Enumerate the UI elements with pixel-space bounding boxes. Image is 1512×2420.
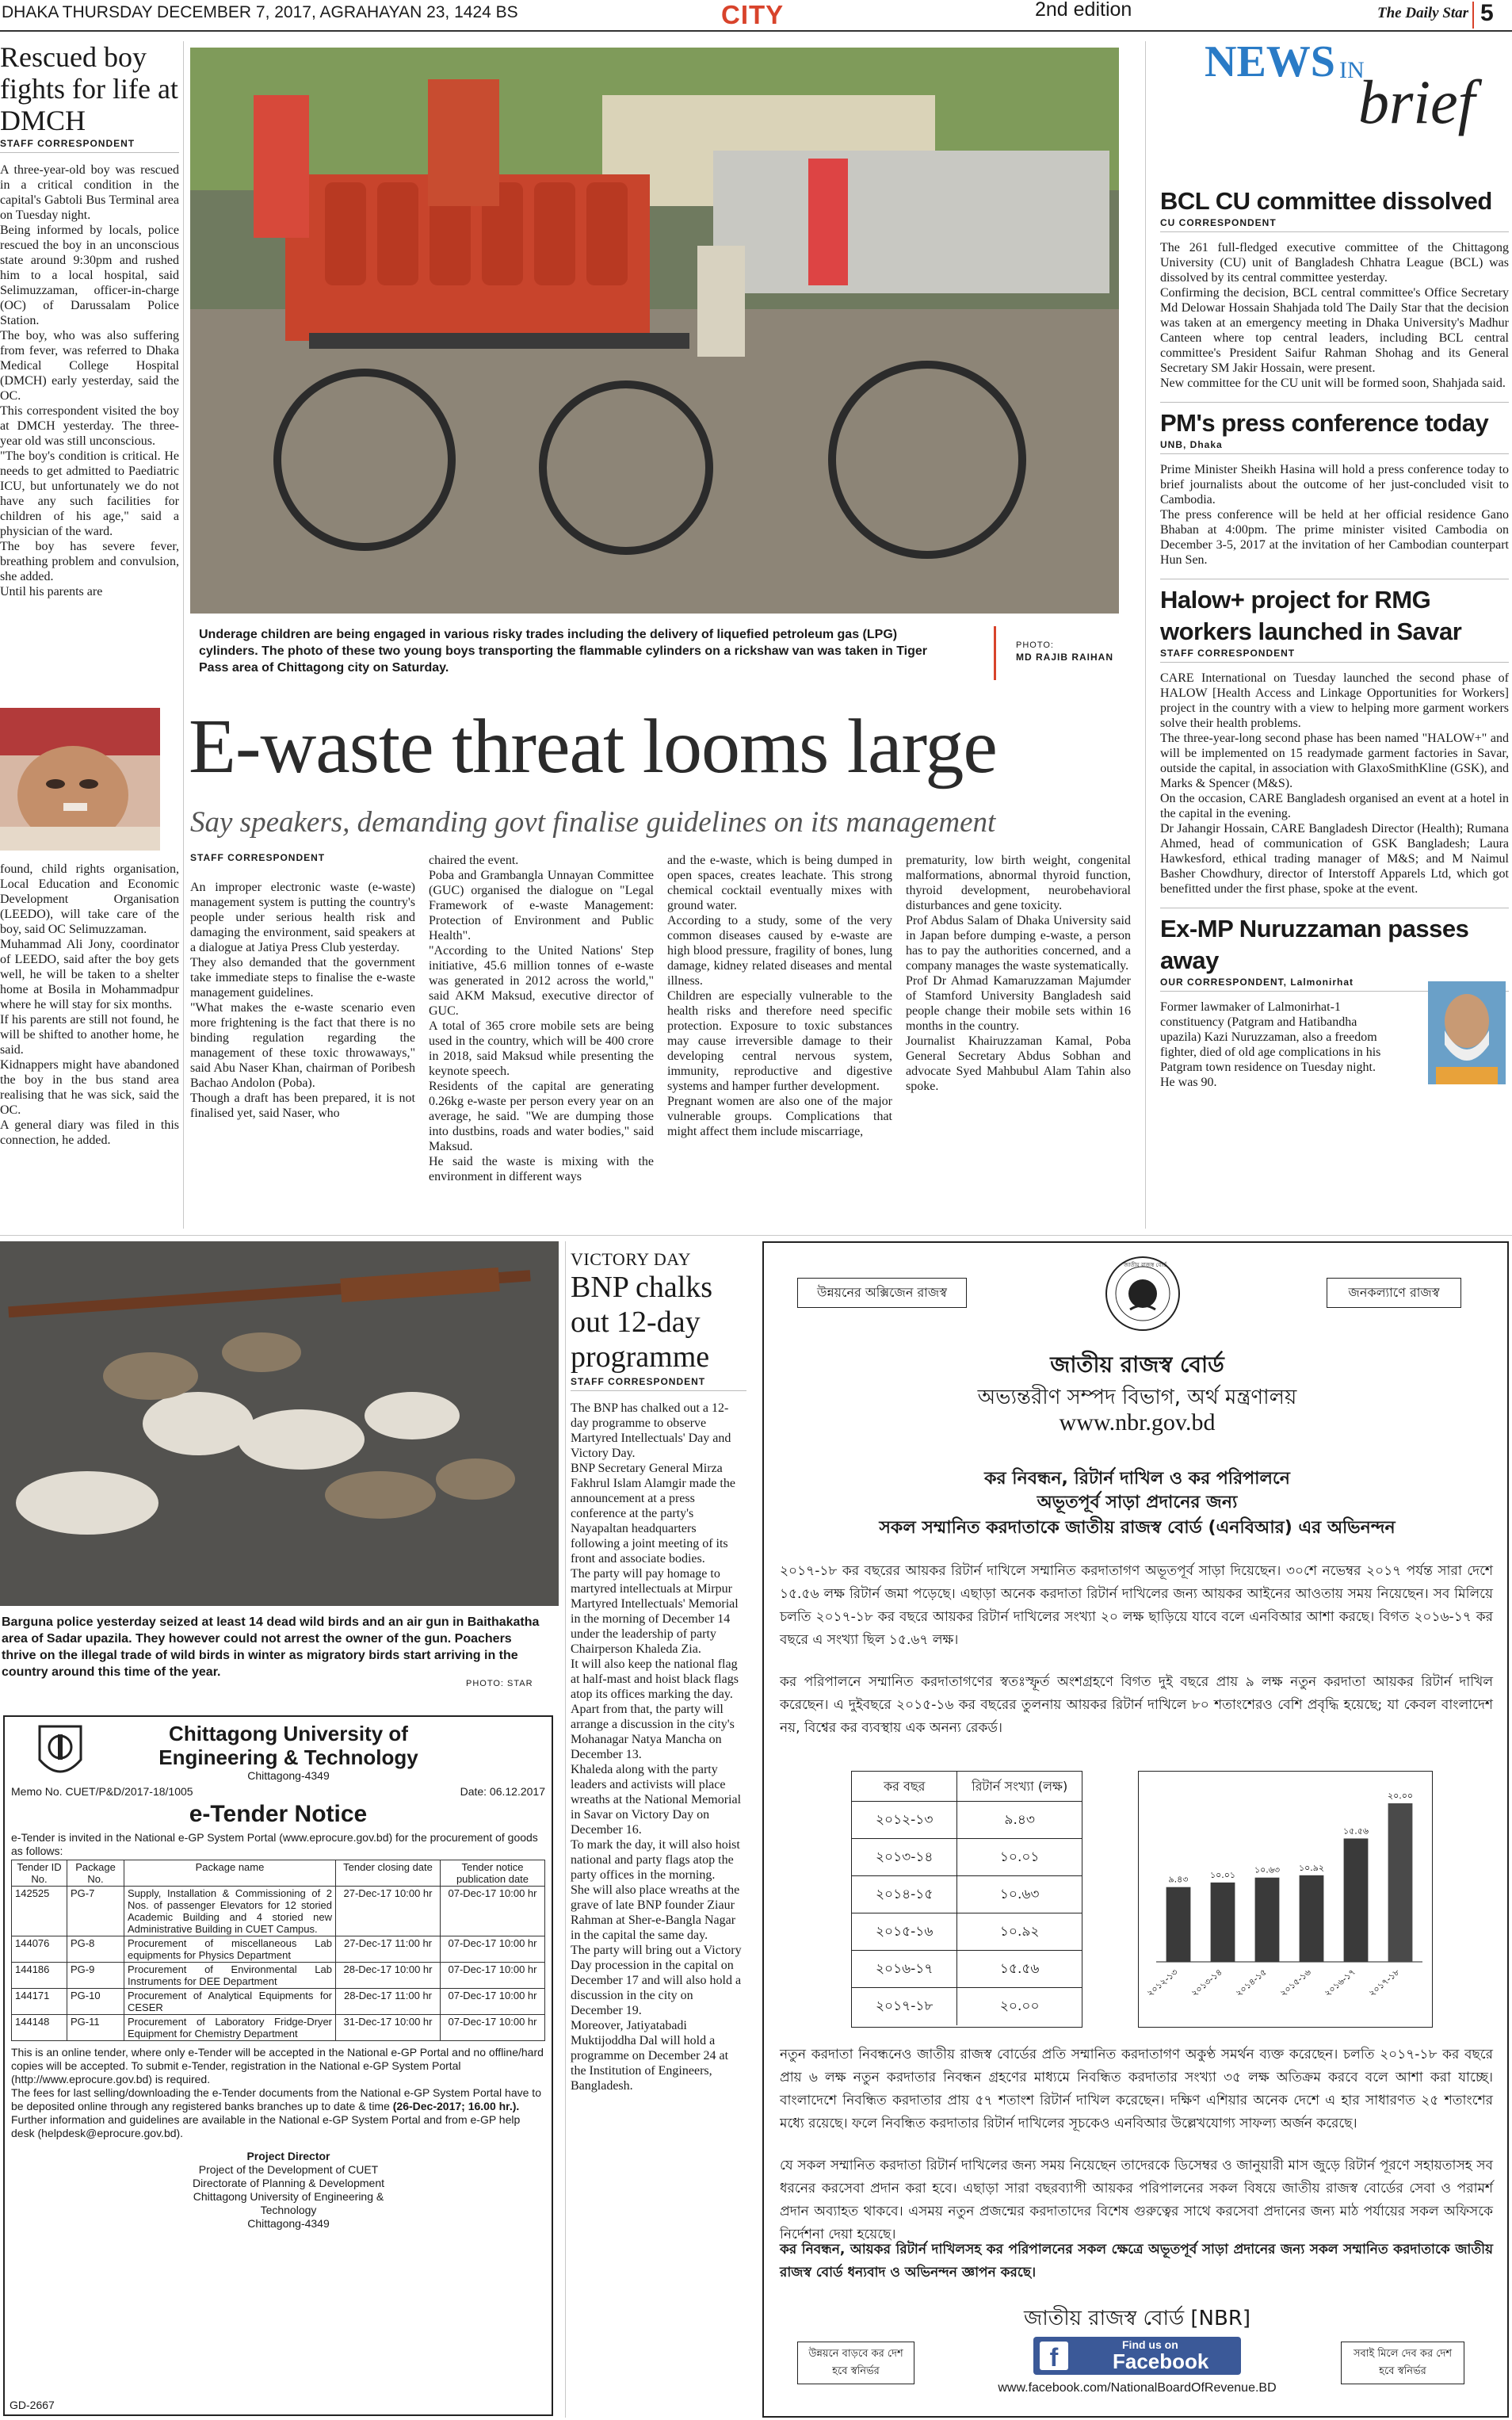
nbr-stats-table (851, 1771, 1082, 2028)
column-divider (183, 41, 184, 1229)
nbr-website: www.nbr.gov.bd (1059, 1409, 1216, 1436)
table-row (12, 1989, 545, 2015)
page-number: 5 (1480, 0, 1494, 26)
photo-credit-name: MD RAJIB RAIHAN (1016, 652, 1113, 663)
section-divider (0, 1235, 1512, 1236)
boy-photo (0, 708, 160, 851)
stats-header-cell: কর বছর (852, 1772, 957, 1801)
column-header: Tender ID No. (12, 1860, 67, 1887)
tender-memo: Memo No. CUET/P&D/2017-18/1005 (11, 1785, 193, 1798)
chart-tick-label: ২০১৬-১৭ (1322, 1967, 1357, 1999)
lead-photo (190, 48, 1119, 614)
table-cell: Procurement of Laboratory Fridge-Dryer Equipment for Chemistry Department (124, 2015, 336, 2041)
table-cell: PG-10 (67, 1989, 124, 2015)
stats-cell: ১৫.৫৬ (999, 1961, 1040, 1977)
story-bnp (571, 1249, 746, 2093)
story-dmch (0, 41, 179, 1229)
table-cell: PG-11 (67, 2015, 124, 2041)
chart-tick-label: ২০১২-১৩ (1144, 1967, 1180, 1999)
section-label: CITY (721, 0, 785, 29)
stats-cell: ১০.৯২ (999, 1924, 1040, 1940)
table-cell: 144186 (12, 1963, 67, 1989)
nib-label-in: IN (1339, 57, 1365, 83)
dmch-headline: Rescued boy fights for life at DMCH (0, 41, 178, 136)
table-cell: 07-Dec-17 10:00 hr (441, 1963, 545, 1989)
nbr-org: জাতীয় রাজস্ব বোর্ড (1050, 1351, 1224, 1378)
facebook-badge[interactable] (1033, 2337, 1241, 2375)
nbr-footer-right: সবাই মিলে দেব কর দেশ হবে স্বনির্ভর (1341, 2342, 1464, 2384)
chart-data-label: ২০.০০ (1387, 1791, 1414, 1801)
table-cell: Supply, Installation & Commissioning of 2 Nos. of passenger Elevators for 12 storied Academic Building and 4 storied new Administrative Building in CUET Campus. (124, 1887, 336, 1936)
signature-line: Project of the Development of CUET (198, 2163, 379, 2176)
dmch-body-top: A three-year-old boy was rescued in a critical condition in the capital's Gabtoli Bus Terminal area on Tuesday night. Being informed by locals, police rescued the boy in an unconscious state around 9:30pm and rushed him to a local hospital, said Selimuzzaman, officer-in-charge (OC) of Darussalam Police Station. The boy, who was also suffering from fever, was referred to Dhaka Medical College Hospital (DMCH) early yesterday, said the OC. This correspondent visited the boy at DMCH yesterday. The three-year old was still unconscious. "The boy's condition is critical. He needs to get admitted to Paediatric ICU, but unfortunately we do not have any such facilities for children of his age," said a physician of the ward. The boy has severe fever, breathing problem and convulsion, she added. Until his parents are (0, 163, 179, 598)
chart-bar (1300, 1875, 1324, 1962)
stats-header-row (852, 1772, 1082, 1802)
tender-title: e-Tender Notice (189, 1801, 368, 1827)
stats-cell: ২০১৭-১৮ (852, 1988, 957, 2025)
stats-row (852, 1951, 1082, 1988)
facebook-icon: f (1040, 2342, 1068, 2370)
nuruzzaman-photo (1428, 981, 1506, 1084)
table-cell: Procurement of Analytical Equipments for CESER (124, 1989, 336, 2015)
page-number-divider (1472, 2, 1474, 29)
masthead (0, 0, 1512, 32)
nib-label-news: NEWS (1205, 37, 1335, 86)
ewaste-col2: chaired the event. Poba and Grambangla Unnayan Committee (GUC) organised the dialogue on "Legal Framework of e-waste Management: Protection of Environment and Public Health". "According to the United Nations' Step initiative, 45.6 million tonnes of e-waste was generated in 2012 across the world," said AKM Maksud, executive director of GUC. A total of 365 crore mobile sets are being used in the country, which will be 400 crore in 2018, said Maksud while presenting the keynote speech. Residents of the capital are generating 0.26kg e-waste per person every year on an average, he said. "We are dumping those into dustbins, roads and water bodies," said Maksud. He said the waste is mixing with the environment in different ways (429, 854, 654, 1183)
chart-tick-label: ২০১৩-১৪ (1189, 1967, 1224, 1999)
ewaste-col3: and the e-waste, which is being dumped in open spaces, creates leachate. This strong chemical cocktail eventually mixes with ground water. According to a study, some of the very common diseases caused by e-waste are high blood pressure, fragility of bones, lung damage, kidney related diseases and mental illness. Children are especially vulnerable to the health risks and therefore need specific protection. Exposure to toxic substances may cause irreversible damage to their developing central nervous system, immunity, reproductive and digestive systems and hamper further development. Pregnant women are also one of the major vulnerable groups. Complications that might affect them include miscarriage, (667, 854, 892, 1138)
brief-title: PM's press conference today (1160, 409, 1489, 437)
table-cell: 07-Dec-17 10:00 hr (441, 1887, 545, 1936)
nbr-paragraph: ২০১৭-১৮ কর বছরের আয়কর রিটার্ন দাখিলে সম্মানিত করদাতাগণ অভূতপূর্ব সাড়া দিয়েছেন। ৩০শে নভেম্বর ২০১৭ পর্যন্ত সারা দেশে ১৫.৫৬ লক্ষ রিটার্ন জমা পড়েছে। এছাড়া অনেক করদাতা রিটার্ন দাখিলের জন্য আয়কর আইনের আওতায় সময় নিয়েছেন। সব মিলিয়ে চলতি ২০১৭-১৮ কর বছরে আয়কর রিটার্ন দাখিলের সংখ্যা ২০ লক্ষ ছাড়িয়ে যাবে বলে এনবিআর আশা করছে। বিগত ২০১৬-১৭ কর বছরে এ সংখ্যা ছিল ১৫.৬৭ লক্ষ। (780, 1563, 1493, 1648)
dmch-body-bottom: found, child rights organisation, Local Education and Economic Development Organisation (LEEDO), will take care of the boy, said OC Selimuzzaman. Muhammad Ali Jony, coordinator of LEEDO, said after the boy gets well, he will be taken to a shelter home at Bosila in Mohammadpur where he will stay for six months. If his parents are still not found, he will be shifted to another home, he said. Kidnappers might have abandoned the boy in the bus stand area realising that he was sick, said the OC. A general diary was filed in this connection, he added. (0, 862, 179, 1147)
facebook-name: Facebook (1113, 2349, 1209, 2373)
table-row (12, 1936, 545, 1963)
table-cell: 28-Dec-17 10:00 hr (336, 1963, 441, 1989)
column-header: Package No. (67, 1860, 124, 1887)
tender-note (11, 2086, 545, 2113)
nbr-paragraph-bold: কর নিবন্ধন, আয়কর রিটার্ন দাখিলসহ কর পরিপালনের সকল ক্ষেত্রে অভূতপূর্ব সাড়া প্রদানের জন্য সকল সম্মানিত করদাতাকে জাতীয় রাজস্ব বোর্ড ধন্যবাদ ও অভিনন্দন জ্ঞাপন করছে। (780, 2242, 1493, 2280)
nbr-footer-left: উন্নয়নে বাড়বে কর দেশ হবে স্বনির্ভর (797, 2342, 914, 2384)
chart-tick-label: ২০১৫-১৬ (1277, 1967, 1313, 1999)
brief-byline: CU CORRESPONDENT (1160, 217, 1509, 232)
signature-title: Project Director (246, 2150, 330, 2162)
news-in-brief (1160, 35, 1509, 1232)
tender-location: Chittagong-4349 (247, 1769, 330, 1782)
brief-title: BCL CU committee dissolved (1160, 187, 1492, 215)
birds-photo-credit: PHOTO: STAR (466, 1679, 533, 1688)
chart-data-label: ৯.৪৩ (1168, 1874, 1189, 1885)
table-cell: 27-Dec-17 11:00 hr (336, 1936, 441, 1963)
table-row (12, 1963, 545, 1989)
nbr-paragraph: কর পরিপালনে সম্মানিত করদাতাগণের স্বতঃস্ফূর্ত অংশগ্রহণে বিগত দুই বছরে প্রায় ৯ লক্ষ নতুন করদাতা আয়কর রিটার্ন দাখিল করেছেন। এ দুইবছরে ২০১৫-১৬ কর বছরের তুলনায় আয়কর রিটার্ন দাখিলে ৮০ শতাংশেরও বেশি প্রবৃদ্ধি হয়েছে; যা কেবল বাংলাদেশ নয়, বিশ্বের কর ব্যবস্থায় এক অনন্য রেকর্ড। (780, 1674, 1493, 1736)
bnp-body: The BNP has chalked out a 12-day programme to observe Martyred Intellectuals' Day and Victory Day. BNP Secretary General Mirza Fakhrul Islam Alamgir made the announcement at a press conference at the party's Nayapaltan headquarters following a joint meeting of its front and associate bodies. The party will pay homage to martyred intellectuals at Mirpur Martyred Intellectuals' Memorial in the morning of December 14 under the leadership of party Chairperson Khaleda Zia. It will also keep the national flag at half-mast and hoist black flags atop its offices marking the day. Apart from that, the party will arrange a discussion in the city's Mohanagar Natya Mancha on December 13. Khaleda along with the party leaders and activists will place wreaths at the National Memorial in Savar on Victory Day on December 16. To mark the day, it will also hoist national and party flags atop the party offices in the morning. She will also place wreaths at the grave of late BNP founder Ziaur Rahman at Sher-e-Bangla Nagar in the capital the same day. The party will bring out a Victory Day procession in the capital on December 17 and will also hold a discussion in the city on December 19. Moreover, Jatiyatabadi Muktijoddha Dal will hold a programme on December 24 at the Institution of Engineers, Bangladesh. (571, 1401, 742, 2093)
lead-photo-caption: Underage children are being engaged in various risky trades including the delivery of liquefied petroleum gas (LPG) cylinders. The photo of these two young boys transporting the flammable cylinders on a rickshaw van was taken in Tiger Pass area of Chittagong city on Saturday. (199, 628, 928, 675)
tender-note: Further information and guidelines are available in the National e-GP System Portal and from e-GP help desk (helpdesk@eprocure.gov.bd). (11, 2113, 521, 2139)
lead-photo-graphic (190, 48, 1119, 614)
tender-intro: e-Tender is invited in the National e-GP System Portal (www.eprocure.gov.bd) for the procurement of goods as follows: (11, 1831, 538, 1857)
table-cell: 144076 (12, 1936, 67, 1963)
portrait-graphic (1428, 981, 1506, 1084)
stats-cell: ১০.০১ (999, 1849, 1040, 1865)
column-header: Tender closing date (336, 1860, 441, 1887)
table-cell: 07-Dec-17 10:00 hr (441, 1936, 545, 1963)
table-cell: 07-Dec-17 10:00 hr (441, 2015, 545, 2041)
gd-number: GD-2667 (10, 2399, 55, 2411)
nbr-heading-2: অভূতপূর্ব সাড়া প্রদানের জন্য (1037, 1493, 1238, 1512)
stats-cell: ১০.৬৩ (999, 1887, 1040, 1902)
brief-body: CARE International on Tuesday launched the second phase of HALOW [Health Access and Linkage Opportunities for Workers] project in the country with a view to helping more garment workers solve their health problems. The three-year-long second phase has been named "HALOW+" and will be implemented on 15 readymade garment factories in Savar, outside the capital, in association with GlaxoSmithKline (GSK), and Marks & Spencer (M&S). On the occasion, CARE Bangladesh organised an event at a hotel in the capital in the evening. Dr Jahangir Hossain, CARE Bangladesh Director (Health); Rumana Ahmed, head of communication of GSK Bangladesh; Laura Hawkesford, ethical trading manager of M&S; and M Naimul Basher Chowdhury, director of Interstoff Apparels Ltd, which got benefitted under the first phase, spoke at the event. (1160, 671, 1509, 896)
ewaste-headline: E-waste threat looms large (189, 704, 997, 789)
stats-row (852, 1876, 1082, 1913)
table-row (12, 2015, 545, 2041)
brief-byline: OUR CORRESPONDENT, Lalmonirhat (1160, 977, 1509, 992)
cuet-logo (36, 1723, 84, 1783)
nbr-footer-org: জাতীয় রাজস্ব বোর্ড [NBR] (1023, 2307, 1251, 2330)
chart-bar (1388, 1803, 1413, 1962)
table-cell: PG-8 (67, 1936, 124, 1963)
dateline: DHAKA THURSDAY DECEMBER 7, 2017, AGRAHAYAN 23, 1424 BS (2, 3, 518, 21)
stats-cell: ২০.০০ (999, 1998, 1040, 2014)
tender-table (11, 1860, 545, 2041)
tender-university: Chittagong University of Engineering & Technology (158, 1722, 418, 1769)
table-cell: PG-7 (67, 1887, 124, 1936)
stats-row (852, 1839, 1082, 1876)
stats-cell: ২০১৪-১৫ (852, 1876, 957, 1913)
bnp-byline: STAFF CORRESPONDENT (571, 1376, 746, 1391)
brief-byline: STAFF CORRESPONDENT (1160, 648, 1509, 663)
table-cell: PG-9 (67, 1963, 124, 1989)
tender-table-header (12, 1860, 545, 1887)
table-cell: 07-Dec-17 10:00 hr (441, 1989, 545, 2015)
bnp-kicker: VICTORY DAY (571, 1249, 691, 1269)
nbr-logo-text: জাতীয় রাজস্ব বোর্ড (1124, 1262, 1167, 1268)
caption-accent (994, 626, 996, 680)
stats-cell: ২০১২-১৩ (852, 1802, 957, 1838)
brief-body: The 261 full-fledged executive committee of the Chittagong University (CU) unit of Bangladesh Chhatra League (BCL) was dissolved by its central committee yesterday. Confirming the decision, BCL central committee's Office Secretary Md Delowar Hossain Shahjada told The Daily Star that the decision was taken at an emergency meeting in Dhaka University's Madhur Canteen where top central leaders, including BCL central committee's President Saifur Rahman Shohag and its General Secretary SM Jakir Hossain, were present. New committee for the CU unit will be formed soon, Shahjada said. (1160, 241, 1509, 390)
brief-title: Ex-MP Nuruzzaman passes away (1160, 915, 1469, 974)
ewaste-byline: STAFF CORRESPONDENT (190, 852, 326, 863)
column-header: Package name (124, 1860, 336, 1887)
nbr-tag-right: জনকল্যাণে রাজস্ব (1327, 1278, 1461, 1308)
tender-date: Date: 06.12.2017 (460, 1785, 545, 1798)
chart-tick-label: ২০১৪-১৫ (1233, 1967, 1269, 1999)
ewaste-col1: An improper electronic waste (e-waste) management system is putting the country's people under serious health risk and damaging the environment, said speakers at a dialogue at Jatiya Press Club yesterday. They also demanded that the government take immediate steps to finalise the e-waste management guidelines. "What makes the e-waste scenario even more frightening is the fact that there is no binding regulation regarding the management of these toxic throwaways," said Abu Naser Khan, chairman of Poribesh Bachao Andolon (Poba). Though a draft has been prepared, it is not finalised yet, said Naser, who (190, 881, 415, 1120)
table-cell: Procurement of miscellaneous Lab equipments for Physics Department (124, 1936, 336, 1963)
brief-item (1160, 579, 1509, 897)
stats-cell: ৯.৪৩ (1004, 1812, 1035, 1828)
chart-data-label: ১০.৬৩ (1254, 1864, 1281, 1875)
nib-label-brief: brief (1358, 67, 1476, 136)
chart-data-label: ১৫.৫৬ (1342, 1826, 1369, 1837)
table-cell: 31-Dec-17 10:00 hr (336, 2015, 441, 2041)
birds-photo-caption: Barguna police yesterday seized at least 14 dead wild birds and an air gun in Baithakatha area of Sadar upazila. They however could not arrest the owner of the gun. Poachers thrive on the illegal trade of wild birds in winter as migratory birds start arriving in the country around this time of the year. (2, 1615, 540, 1679)
chart-bar (1211, 1883, 1235, 1962)
facebook-url[interactable]: www.facebook.com/NationalBoardOfRevenue.BD (998, 2381, 1277, 2395)
chart-tick-label: ২০১৭-১৮ (1366, 1967, 1402, 1999)
ewaste-subhead: Say speakers, demanding govt finalise guidelines on its management (190, 806, 996, 839)
nib-logo (1160, 35, 1509, 154)
birds-photo (0, 1241, 559, 1606)
paper-name: The Daily Star (1377, 5, 1469, 21)
signature-line: Directorate of Planning & Development (192, 2177, 385, 2189)
tender-note-text: The fees for last selling/downloading the e-Tender documents from the National e-GP System Portal have to be deposited online through any registered banks branches up to date & time (11, 2086, 541, 2112)
brief-item (1160, 185, 1509, 391)
chart-data-label: ১০.৯২ (1298, 1862, 1325, 1873)
stats-row (852, 1913, 1082, 1951)
stats-row (852, 1988, 1082, 2025)
chart-data-label: ১০.০১ (1209, 1869, 1236, 1880)
edition-label: 2nd edition (1035, 0, 1132, 21)
nbr-logo (1103, 1254, 1182, 1333)
brief-byline: UNB, Dhaka (1160, 439, 1509, 454)
nbr-heading-1: কর নিবন্ধন, রিটার্ন দাখিল ও কর পরিপালনে (984, 1469, 1290, 1489)
stats-cell: ২০১৫-১৬ (852, 1913, 957, 1950)
birds-photo-graphic (0, 1241, 559, 1606)
tender-note-deadline: (26-Dec-2017; 16.00 hr.). (392, 2100, 520, 2112)
nbr-dept: অভ্যন্তরীণ সম্পদ বিভাগ, অর্থ মন্ত্রণালয় (977, 1386, 1297, 1409)
nbr-tag-left: উন্নয়নের অক্সিজেন রাজস্ব (797, 1278, 967, 1308)
column-divider (1145, 41, 1146, 1229)
table-cell: 144171 (12, 1989, 67, 2015)
nbr-advertisement (762, 1241, 1509, 2418)
table-row (12, 1887, 545, 1936)
stats-cell: ২০১৩-১৪ (852, 1839, 957, 1875)
cuet-emblem-icon (36, 1723, 84, 1783)
bnp-headline: BNP chalks out 12-day programme (571, 1271, 713, 1374)
brief-item (1160, 908, 1509, 1090)
facebook-find-text: Find us on (1122, 2338, 1178, 2351)
column-divider (565, 1241, 566, 2418)
chart-bar (1344, 1838, 1369, 1962)
brief-body: Former lawmaker of Lalmonirhat-1 constituency (Patgram and Hatibandha upazila) Kazi Nuruzzaman, also a freedom fighter, died of old age complications in his Patgram town residence on Tuesday night. He was 90. (1160, 1000, 1381, 1089)
brief-title: Halow+ project for RMG workers launched in Savar (1160, 586, 1462, 645)
chart-svg (1139, 1772, 1434, 2028)
stats-header-cell: রিটার্ন সংখ্যা (লক্ষ) (972, 1779, 1068, 1794)
chart-bar (1255, 1878, 1280, 1962)
tender-notes (11, 2046, 545, 2140)
signature-line: Chittagong University of Engineering & Technology (193, 2190, 384, 2216)
nbr-paragraph: যে সকল সম্মানিত করদাতা রিটার্ন দাখিলের জন্য সময় নিয়েছেন তাদেরকে ডিসেম্বর ও জানুয়ারী মাস জুড়ে রিটার্ন পূরণে সহায়তাসহ সব ধরনের করসেবা প্রদান করা হবে। এছাড়া সারা বছরব্যাপী আয়কর পরিপালনের সকল বিষয়ে জাতীয় রাজস্ব বোর্ডের সেবা ও পরামর্শ প্রদান অব্যাহত থাকবে। এসময় নতুন প্রজন্মের করদাতাদের বিশেষ গুরুত্বের সাথে করসেবা প্রদানের জন্য মাঠ পর্যায়ের সকল অফিসকে নির্দেশনা দেয়া হয়েছে। (780, 2158, 1493, 2242)
brief-body: Prime Minister Sheikh Hasina will hold a press conference today to brief journalists about the outcome of her just-concluded visit to Cambodia. The press conference will be held at her official residence Gano Bhaban at 4:00pm. The prime minister visited Cambodia on December 3-5, 2017 at the invitation of her Cambodian counterpart Hun Sen. (1160, 463, 1509, 567)
nbr-paragraph: নতুন করদাতা নিবন্ধনেও জাতীয় রাজস্ব বোর্ডের প্রতি সম্মানিত করদাতাগণ অকুণ্ঠ সমর্থন ব্যক্ত করেছেন। চলতি ২০১৭-১৮ কর বছরে প্রায় ৬ লক্ষ নতুন করদাতার নিবন্ধন গ্রহণের মাধ্যমে নিবন্ধিত করদাতার সংখ্যা ৩৫ লক্ষ অতিক্রম করবে বলে আশা করা যাচ্ছে। বাংলাদেশে নিবন্ধিত করদাতার প্রায় ৫৭ শতাংশ রিটার্ন দাখিল করেছেন। দক্ষিণ এশিয়ার অনেক দেশে এ হার সাধারণত ২৫ শতাংশের মধ্যে রয়েছে। ফলে নিবন্ধিত করদাতার রিটার্ন দাখিলের সূচকেও এনবিআর উল্লেখযোগ্য সাফল্য অর্জন করেছে। (780, 2047, 1493, 2131)
nbr-bar-chart (1138, 1771, 1433, 2028)
table-cell: 144148 (12, 2015, 67, 2041)
chart-bar (1166, 1887, 1191, 1962)
ewaste-col4: prematurity, low birth weight, congenital malformations, abnormal thyroid function, thyroid development, neurobehavioral disturbances and gene toxicity. Prof Abdus Salam of Dhaka University said in Japan before dumping e-waste, a person has to pay the authorities concerned, and a company manages the waste systematically. Prof Dr Ahmad Kamaruzzaman Majumder of Stamford University Bangladesh said people change their mobile sets within 16 months in the country. Journalist Khairuzzaman Kamal, Poba General Secretary Abdus Sobhan and advocate Syed Mahbubul Alam Tahin also spoke. (906, 854, 1131, 1093)
tender-notice (3, 1715, 553, 2416)
nbr-heading-3: সকল সম্মানিত করদাতাকে জাতীয় রাজস্ব বোর্ড (এনবিআর) এর অভিনন্দন (879, 1518, 1396, 1538)
brief-item (1160, 402, 1509, 568)
photo-credit-label: PHOTO: (1016, 640, 1054, 650)
tender-signature (170, 2150, 407, 2231)
table-cell: 142525 (12, 1887, 67, 1936)
table-cell: 28-Dec-17 11:00 hr (336, 1989, 441, 2015)
column-header: Tender notice publication date (441, 1860, 545, 1887)
table-cell: Procurement of Environmental Lab Instruments for DEE Department (124, 1963, 336, 1989)
dmch-byline: STAFF CORRESPONDENT (0, 138, 179, 153)
signature-line: Chittagong-4349 (247, 2217, 330, 2230)
stats-cell: ২০১৬-১৭ (852, 1951, 957, 1987)
stats-row (852, 1802, 1082, 1839)
table-cell: 27-Dec-17 10:00 hr (336, 1887, 441, 1936)
tender-note: This is an online tender, where only e-Tender will be accepted in the National e-GP Portal and no offline/hard copies will be accepted. To submit e-Tender, registration in the National e-GP System Portal (http://www.eprocure.gov.bd) is required. (11, 2046, 544, 2085)
boy-photo-graphic (0, 708, 160, 851)
